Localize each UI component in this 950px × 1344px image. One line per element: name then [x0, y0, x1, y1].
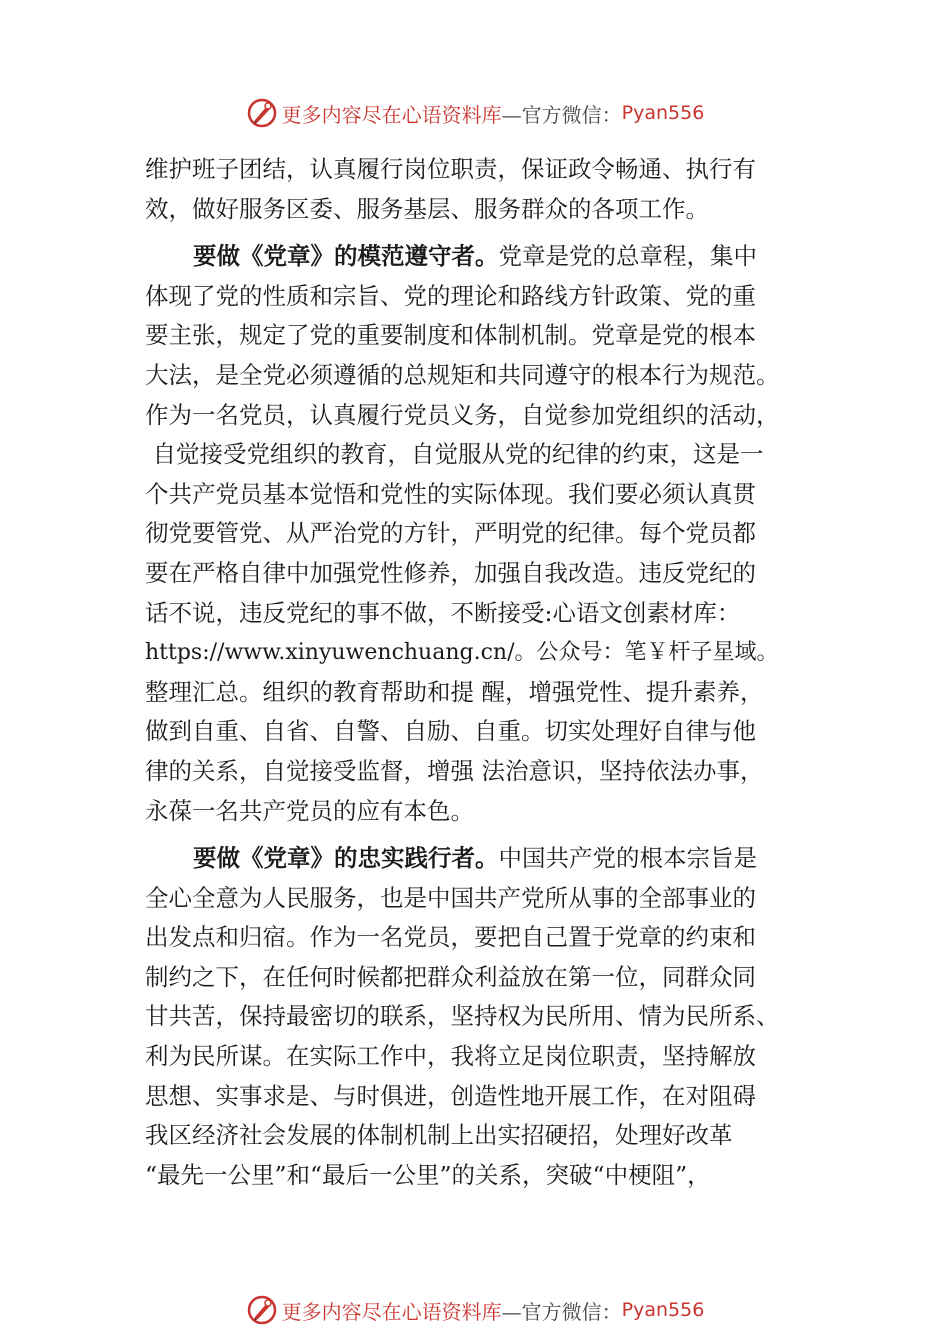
text-line: 全心全意为人民服务，也是中国共产党所从事的全部事业的 — [145, 883, 756, 912]
text-line: 甘共苦，保持最密切的联系，坚持权为民所用、情为民所系、 — [145, 1002, 780, 1031]
document-body — [145, 150, 825, 1195]
text-line: 做到自重、自省、自警、自励、自重。切实处理好自律与他 — [145, 717, 756, 746]
text-line: “最先一公里”和“最后一公里”的关系，突破“中梗阻”， — [145, 1160, 711, 1189]
banner-wechat-label: —官方微信： — [501, 102, 622, 127]
text-line: 维护班子团结，认真履行岗位职责，保证政令畅通、执行有 — [145, 155, 756, 183]
banner-title: 更多内容尽在心语资料库 — [281, 102, 502, 127]
banner-wechat-label: —官方微信： — [501, 1299, 622, 1324]
header-banner — [0, 93, 950, 133]
pen-logo-icon — [246, 1294, 278, 1326]
text-line: 要在严格自律中加强党性修养，加强自我改造。违反党纪的 — [145, 558, 756, 587]
paragraph-1 — [145, 150, 825, 229]
text-line: 利为民所谋。在实际工作中，我将立足岗位职责，坚持解放 — [145, 1042, 756, 1071]
paragraph-first-line — [145, 839, 825, 879]
paragraph-3 — [145, 839, 825, 1195]
banner-account: Pyan556 — [621, 1299, 705, 1321]
text-line: 效，做好服务区委、服务基层、服务群众的各项工作。 — [145, 194, 709, 223]
text-line: 作为一名党员，认真履行党员义务，自觉参加党组织的活动， — [145, 400, 780, 429]
text-line: 要主张，规定了党的重要制度和体制机制。党章是党的根本 — [145, 321, 756, 350]
text-run: 党章是党的总章程，集中 — [498, 242, 757, 271]
text-line: 永葆一名共产党员的应有本色。 — [145, 796, 474, 825]
text-line: 个共产党员基本觉悟和党性的实际体现。我们要必须认真贯 — [145, 479, 756, 508]
section-heading: 要做《党章》的忠实践行者。 — [193, 844, 499, 873]
text-line: 思想、实事求是、与时俱进，创造性地开展工作，在对阻碍 — [145, 1081, 756, 1110]
pen-logo-icon — [246, 97, 278, 129]
text-line: 彻党要管党、从严治党的方针，严明党的纪律。每个党员都 — [145, 519, 756, 548]
text-line: 出发点和归宿。作为一名党员，要把自己置于党章的约束和 — [145, 923, 756, 952]
text-line: 自觉接受党组织的教育，自觉服从党的纪律的约束，这是一 — [145, 440, 764, 469]
text-line: 律的关系，自觉接受监督，增强 法治意识，坚持依法办事， — [145, 756, 764, 785]
text-line: 大法，是全党必须遵循的总规矩和共同遵守的根本行为规范。 — [145, 360, 780, 389]
footer-banner — [0, 1290, 950, 1330]
paragraph-first-line — [145, 237, 825, 277]
text-line: 整理汇总。组织的教育帮助和提 醒，增强党性、提升素养， — [145, 677, 764, 706]
text-run: 中国共产党的根本宗旨是 — [498, 844, 757, 873]
section-heading: 要做《党章》的模范遵守者。 — [193, 242, 499, 271]
text-line: 体现了党的性质和宗旨、党的理论和路线方针政策、党的重 — [145, 281, 756, 310]
text-line: 我区经济社会发展的体制机制上出实招硬招，处理好改革 — [145, 1121, 733, 1150]
text-line: 制约之下，在任何时候都把群众利益放在第一位，同群众同 — [145, 962, 756, 991]
banner-account: Pyan556 — [621, 102, 705, 124]
paragraph-2 — [145, 237, 825, 831]
text-line-url: https://www.xinyuwenchuang.cn/。公众号：笔￥杆子星域。 — [145, 640, 779, 666]
text-line: 话不说，违反党纪的事不做，不断接受:心语文创素材库： — [145, 598, 741, 627]
banner-title: 更多内容尽在心语资料库 — [281, 1299, 502, 1324]
